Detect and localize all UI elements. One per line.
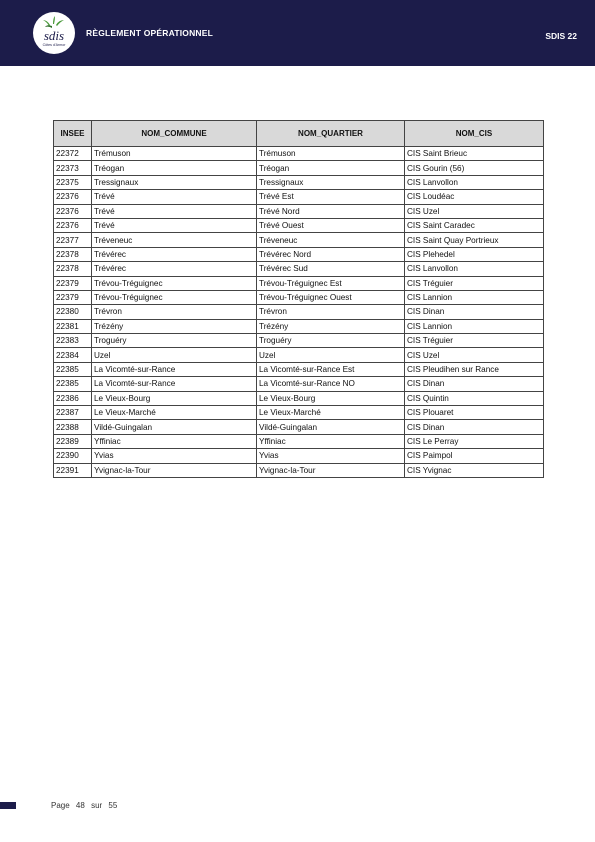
nom-cis-cell: CIS Saint Brieuc xyxy=(405,147,544,161)
insee-cell: 22390 xyxy=(54,449,92,463)
insee-cell: 22378 xyxy=(54,247,92,261)
table-row xyxy=(54,247,544,261)
sdis-logo xyxy=(33,12,75,54)
insee-cell: 22385 xyxy=(54,377,92,391)
insee-cell: 22376 xyxy=(54,204,92,218)
table-row xyxy=(54,305,544,319)
nom-commune-cell: Yffiniac xyxy=(92,434,257,448)
table-row xyxy=(54,463,544,477)
insee-cell: 22372 xyxy=(54,147,92,161)
column-header-nom-commune: NOM_COMMUNE xyxy=(92,121,257,147)
table-row xyxy=(54,218,544,232)
page-label: Page xyxy=(51,801,70,810)
insee-cell: 22381 xyxy=(54,319,92,333)
logo-icon xyxy=(33,12,75,54)
nom-commune-cell: Uzel xyxy=(92,348,257,362)
nom-cis-cell: CIS Saint Caradec xyxy=(405,218,544,232)
nom-commune-cell: Tréveneuc xyxy=(92,233,257,247)
of-label: sur xyxy=(91,801,103,810)
nom-quartier-cell: Tréogan xyxy=(257,161,405,175)
nom-cis-cell: CIS Lanvollon xyxy=(405,175,544,189)
table-row xyxy=(54,147,544,161)
table-row xyxy=(54,334,544,348)
column-header-insee: INSEE xyxy=(54,121,92,147)
nom-quartier-cell: La Vicomté-sur-Rance Est xyxy=(257,362,405,376)
nom-commune-cell: La Vicomté-sur-Rance xyxy=(92,377,257,391)
table-row xyxy=(54,434,544,448)
nom-cis-cell: CIS Quintin xyxy=(405,391,544,405)
nom-cis-cell: CIS Plehedel xyxy=(405,247,544,261)
nom-quartier-cell: Le Vieux-Marché xyxy=(257,406,405,420)
nom-quartier-cell: Trévé Ouest xyxy=(257,218,405,232)
insee-cell: 22380 xyxy=(54,305,92,319)
insee-cell: 22379 xyxy=(54,290,92,304)
nom-quartier-cell: Vildé-Guingalan xyxy=(257,420,405,434)
nom-quartier-cell: Yffiniac xyxy=(257,434,405,448)
nom-cis-cell: CIS Plouaret xyxy=(405,406,544,420)
nom-quartier-cell: Trévé Nord xyxy=(257,204,405,218)
logo-subtext: Côtes d'Armor xyxy=(42,43,66,47)
nom-cis-cell: CIS Dinan xyxy=(405,305,544,319)
insee-cell: 22378 xyxy=(54,262,92,276)
total-pages: 55 xyxy=(108,801,118,810)
table-row xyxy=(54,406,544,420)
footer-accent-bar xyxy=(0,802,16,809)
nom-quartier-cell: Troguéry xyxy=(257,334,405,348)
table-row xyxy=(54,391,544,405)
insee-cell: 22376 xyxy=(54,190,92,204)
nom-cis-cell: CIS Saint Quay Portrieux xyxy=(405,233,544,247)
nom-cis-cell: CIS Lannion xyxy=(405,319,544,333)
nom-commune-cell: Trévé xyxy=(92,204,257,218)
nom-commune-cell: Trévou-Tréguignec xyxy=(92,290,257,304)
table-body xyxy=(54,147,544,478)
nom-cis-cell: CIS Le Perray xyxy=(405,434,544,448)
organization-code: SDIS 22 xyxy=(545,31,577,41)
nom-quartier-cell: Trévé Est xyxy=(257,190,405,204)
nom-cis-cell: CIS Uzel xyxy=(405,348,544,362)
insee-cell: 22383 xyxy=(54,334,92,348)
nom-commune-cell: La Vicomté-sur-Rance xyxy=(92,362,257,376)
table-row xyxy=(54,204,544,218)
nom-cis-cell: CIS Uzel xyxy=(405,204,544,218)
table-header-row xyxy=(54,121,544,147)
nom-quartier-cell: Trévérec Sud xyxy=(257,262,405,276)
table-row xyxy=(54,290,544,304)
insee-cell: 22391 xyxy=(54,463,92,477)
insee-cell: 22379 xyxy=(54,276,92,290)
nom-quartier-cell: Trévou-Tréguignec Est xyxy=(257,276,405,290)
nom-commune-cell: Trévérec xyxy=(92,262,257,276)
nom-commune-cell: Vildé-Guingalan xyxy=(92,420,257,434)
page-indicator xyxy=(51,801,121,810)
nom-commune-cell: Troguéry xyxy=(92,334,257,348)
nom-quartier-cell: Le Vieux-Bourg xyxy=(257,391,405,405)
nom-cis-cell: CIS Tréguier xyxy=(405,276,544,290)
nom-quartier-cell: La Vicomté-sur-Rance NO xyxy=(257,377,405,391)
insee-cell: 22373 xyxy=(54,161,92,175)
nom-quartier-cell: Trévérec Nord xyxy=(257,247,405,261)
header-band xyxy=(0,0,595,66)
nom-quartier-cell: Tressignaux xyxy=(257,175,405,189)
table-row xyxy=(54,276,544,290)
nom-cis-cell: CIS Yvignac xyxy=(405,463,544,477)
insee-cell: 22377 xyxy=(54,233,92,247)
nom-quartier-cell: Trévou-Tréguignec Ouest xyxy=(257,290,405,304)
nom-commune-cell: Yvignac-la-Tour xyxy=(92,463,257,477)
table-row xyxy=(54,420,544,434)
nom-cis-cell: CIS Gourin (56) xyxy=(405,161,544,175)
nom-quartier-cell: Yvignac-la-Tour xyxy=(257,463,405,477)
nom-commune-cell: Trévérec xyxy=(92,247,257,261)
insee-cell: 22386 xyxy=(54,391,92,405)
insee-cell: 22389 xyxy=(54,434,92,448)
table-row xyxy=(54,190,544,204)
nom-cis-cell: CIS Paimpol xyxy=(405,449,544,463)
insee-cell: 22375 xyxy=(54,175,92,189)
document-title: RÈGLEMENT OPÉRATIONNEL xyxy=(86,28,214,38)
nom-commune-cell: Le Vieux-Marché xyxy=(92,406,257,420)
table-row xyxy=(54,362,544,376)
nom-commune-cell: Tréogan xyxy=(92,161,257,175)
table-row xyxy=(54,319,544,333)
nom-commune-cell: Trévé xyxy=(92,218,257,232)
nom-commune-cell: Trémuson xyxy=(92,147,257,161)
column-header-nom-quartier: NOM_QUARTIER xyxy=(257,121,405,147)
logo-wordmark: sdis xyxy=(43,28,65,43)
nom-commune-cell: Trézény xyxy=(92,319,257,333)
insee-cell: 22388 xyxy=(54,420,92,434)
nom-cis-cell: CIS Loudéac xyxy=(405,190,544,204)
table-row xyxy=(54,377,544,391)
table-row xyxy=(54,449,544,463)
table-row xyxy=(54,233,544,247)
nom-cis-cell: CIS Dinan xyxy=(405,377,544,391)
insee-cell: 22384 xyxy=(54,348,92,362)
insee-cell: 22376 xyxy=(54,218,92,232)
insee-cell: 22387 xyxy=(54,406,92,420)
nom-cis-cell: CIS Tréguier xyxy=(405,334,544,348)
table-row xyxy=(54,161,544,175)
nom-commune-cell: Trévé xyxy=(92,190,257,204)
nom-cis-cell: CIS Pleudihen sur Rance xyxy=(405,362,544,376)
nom-quartier-cell: Trézény xyxy=(257,319,405,333)
nom-quartier-cell: Yvias xyxy=(257,449,405,463)
nom-quartier-cell: Trémuson xyxy=(257,147,405,161)
nom-quartier-cell: Uzel xyxy=(257,348,405,362)
nom-cis-cell: CIS Lannion xyxy=(405,290,544,304)
nom-cis-cell: CIS Dinan xyxy=(405,420,544,434)
table-row xyxy=(54,262,544,276)
nom-commune-cell: Le Vieux-Bourg xyxy=(92,391,257,405)
nom-commune-cell: Trévron xyxy=(92,305,257,319)
nom-quartier-cell: Tréveneuc xyxy=(257,233,405,247)
column-header-nom-cis: NOM_CIS xyxy=(405,121,544,147)
table-row xyxy=(54,348,544,362)
insee-cell: 22385 xyxy=(54,362,92,376)
commune-cis-table xyxy=(53,120,544,478)
nom-commune-cell: Yvias xyxy=(92,449,257,463)
table-row xyxy=(54,175,544,189)
nom-commune-cell: Trévou-Tréguignec xyxy=(92,276,257,290)
page-number: 48 xyxy=(75,801,85,810)
nom-commune-cell: Tressignaux xyxy=(92,175,257,189)
nom-quartier-cell: Trévron xyxy=(257,305,405,319)
nom-cis-cell: CIS Lanvollon xyxy=(405,262,544,276)
